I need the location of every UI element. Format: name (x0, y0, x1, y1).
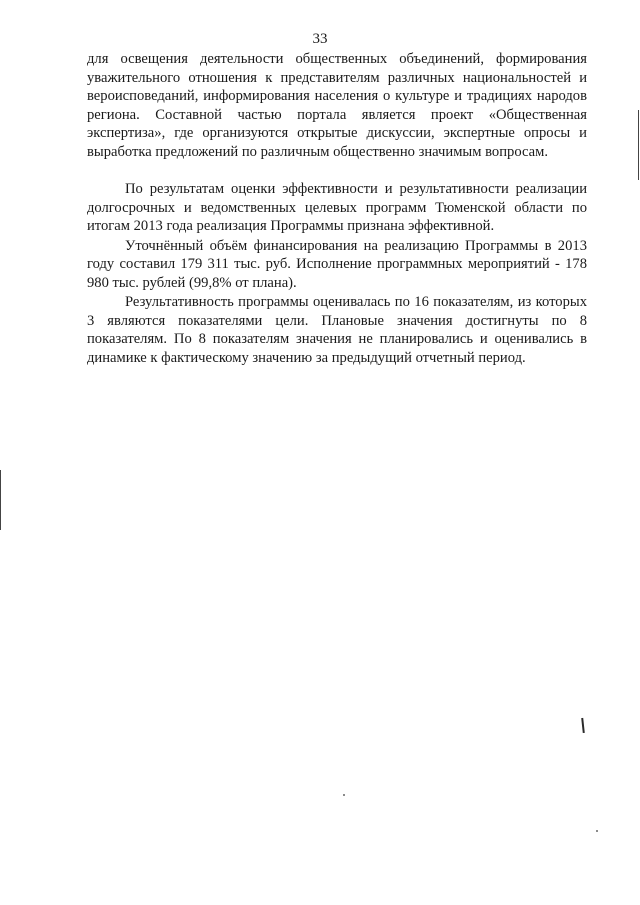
scan-edge-mark-right (638, 110, 639, 180)
paragraph-indicators: Результативность программы оценивалась по 16 показателям, из которых 3 являются показателями цели. Плановые значения достигнуты по 8 показателям. По 8 показателям значения не планировались и оценивались в динамике к фактическому значению за предыдущий отчетный период. (87, 294, 587, 366)
scan-edge-mark-left (0, 470, 1, 530)
page-number: 33 (312, 31, 328, 47)
paragraph-portal-description: для освещения деятельности общественных объединений, формирования уважительного отношения к представителям различных национальностей и вероисповеданий, информирования населения о культуре и традициях народов региона. Составной частью портала является проект «Общественная экспертиза», где организуются открытые дискуссии, экспертные опросы и выработка предложений по различным общественно значимым вопросам. (87, 51, 587, 160)
text-block-continuation (87, 50, 587, 161)
paragraph-financing: Уточнённый объём финансирования на реализацию Программы в 2013 году составил 179 311 тыс. руб. Исполнение программных мероприятий - 178 980 тыс. рублей (99,8% от плана). (87, 237, 587, 291)
scan-speck (596, 830, 598, 832)
paragraph-evaluation-result: По результатам оценки эффективности и результативности реализации долгосрочных и ведомственных целевых программ Тюменской области по итогам 2013 года реализация Программы признана эффективной. (87, 181, 587, 234)
handwritten-stroke-mark (581, 718, 584, 733)
scan-speck (343, 794, 345, 796)
text-block-evaluation (87, 180, 587, 367)
